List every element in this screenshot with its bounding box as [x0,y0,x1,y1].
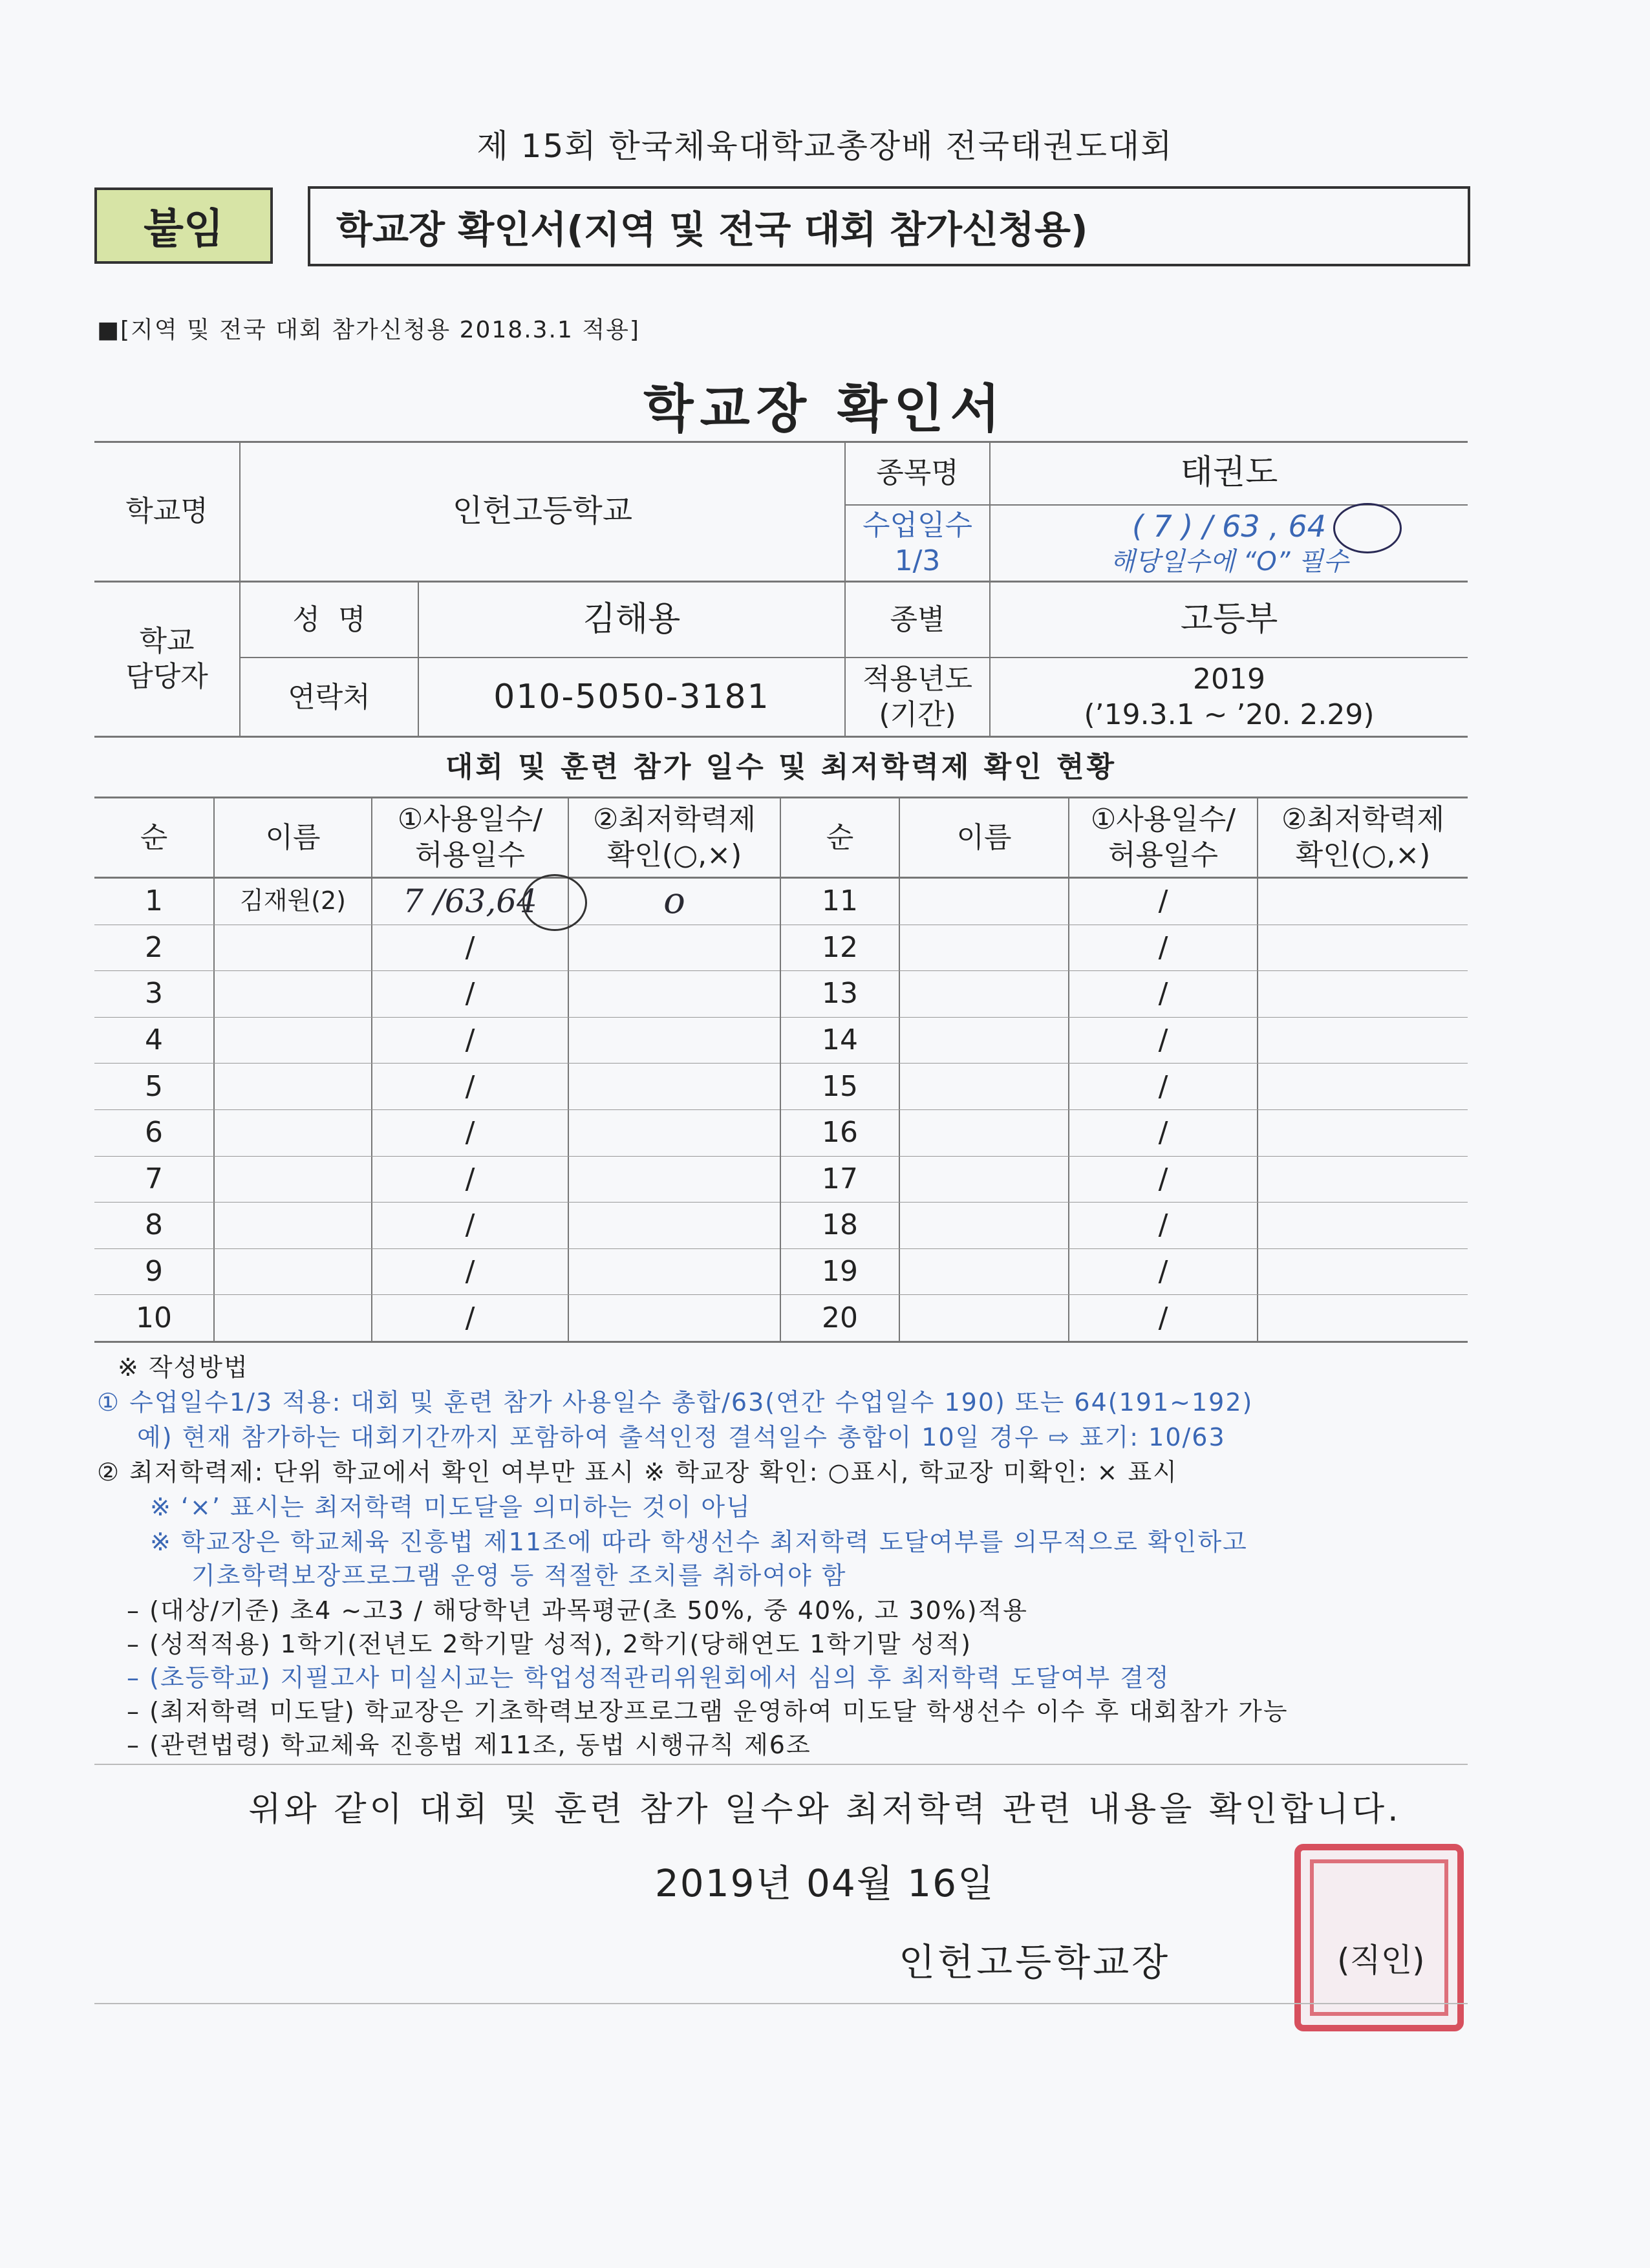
col-days-header-2: 허용일수 [1108,839,1218,872]
cell-days: 7 /63,64 [403,882,537,920]
staff-label-1: 학교 [139,625,195,658]
cell-days: / [1158,1116,1168,1150]
selection-circle [522,874,587,931]
cell-check [1258,878,1468,925]
division: 고등부 [1180,599,1278,639]
cell-no: 14 [822,1023,858,1057]
col-min-header-1: ②최저학력제 [593,803,756,836]
confirmation-text: 위와 같이 대회 및 훈련 참가 일수와 최저학력 관련 내용을 확인합니다. [248,1790,1402,1829]
col-name-header: 이름 [956,820,1012,854]
col-min-header-2: 확인(○,×) [1295,839,1431,872]
sport-label: 종목명 [876,456,959,489]
cell-check: o [663,879,685,922]
cell-no: 10 [136,1301,172,1334]
cell-name [900,1156,1068,1203]
attachment-label: 붙임 [94,187,273,264]
detail-1: – (대상/기준) 초4 ~고3 / 해당학년 과목평균(초 50%, 중 40%, 고 30%)적용 [127,1596,1028,1625]
attendance-title: 대회 및 훈련 참가 일수 및 최저학력제 확인 현황 [445,750,1117,784]
class-days-note: 해당일수에 “O” 필수 [1109,546,1349,577]
cell-check [569,1017,780,1064]
contact-label: 연락처 [288,680,370,714]
col-days-header-1: ①사용일수/ [397,803,543,836]
cell-check [569,1156,780,1203]
divider [94,1341,1468,1343]
form-note: ■[지역 및 전국 대회 참가신청용 2018.3.1 적용] [97,317,640,343]
selection-circle [1333,503,1402,553]
note-2b: ※ ‘×’ 표시는 최저학력 미도달을 의미하는 것이 아님 [150,1493,751,1521]
contact: 010-5050-3181 [493,677,770,716]
cell-no: 11 [822,884,858,918]
class-days-label-2: 1/3 [894,544,941,577]
note-2a: ② 최저학력제: 단위 학교에서 확인 여부만 표시 ※ 학교장 확인: ○표시, 학교장 미확인: × 표시 [97,1458,1178,1486]
cell-days: / [1158,1208,1168,1242]
divider [94,2003,1468,2004]
cell-name [215,1248,371,1295]
cell-check [569,1294,780,1341]
detail-4: – (최저학력 미도달) 학교장은 기초학력보장프로그램 운영하여 미도달 학생선수 이수 후 대회참가 가능 [127,1697,1289,1726]
cell-name [900,1294,1068,1341]
cell-days: / [1158,1162,1168,1195]
col-no-header: 순 [826,820,854,854]
cell-name [215,970,371,1017]
cell-days: / [465,1208,475,1242]
cell-check [1258,970,1468,1017]
cell-name [900,1248,1068,1295]
note-1a: ① 수업일수1/3 적용: 대회 및 훈련 참가 사용일수 총합/63(연간 수업일수 190) 또는 64(191~192) [97,1388,1254,1417]
cell-days: / [465,1069,475,1103]
cell-no: 5 [145,1069,163,1103]
document-title: 학교장 확인서 [643,379,1007,439]
cell-check [569,1202,780,1248]
section-heading: 학교장 확인서(지역 및 전국 대회 참가신청용) [308,186,1470,266]
cell-days: / [465,1301,475,1334]
school-name-label: 학교명 [125,494,208,528]
cell-days: / [1158,884,1168,918]
cell-no: 15 [822,1069,858,1103]
cell-days: / [465,930,475,964]
cell-check [1258,1063,1468,1109]
cell-check [1258,925,1468,971]
cell-days: / [1158,930,1168,964]
cell-name [900,878,1068,925]
note-3b: 기초학력보장프로그램 운영 등 적절한 조치를 취하여야 함 [191,1561,847,1590]
cell-days: / [465,977,475,1011]
divider [94,1764,1468,1765]
cell-no: 8 [145,1208,163,1242]
cell-check [1258,1294,1468,1341]
cell-check [569,1063,780,1109]
cell-name [900,1017,1068,1064]
cell-no: 17 [822,1162,858,1195]
cell-check [1258,1109,1468,1156]
note-3a: ※ 학교장은 학교체육 진흥법 제11조에 따라 학생선수 최저학력 도달여부를 의무적으로 확인하고 [150,1528,1248,1556]
cell-no: 9 [145,1255,163,1289]
cell-no: 4 [145,1023,163,1057]
detail-3: – (초등학교) 지필고사 미실시교는 학업성적관리위원회에서 심의 후 최저학력 도달여부 결정 [127,1664,1170,1692]
col-days-header [372,798,568,877]
cell-no: 2 [145,930,163,964]
cell-no: 3 [145,977,163,1011]
col-days-header-2: 허용일수 [414,839,525,872]
year-label-2: (기간) [879,698,956,731]
cell-days: / [1158,977,1168,1011]
cell-no: 16 [822,1116,858,1150]
class-days-label [846,506,989,581]
principal-name: 인헌고등학교장 [899,1940,1171,1984]
cell-days: / [465,1023,475,1057]
cell-name [900,1063,1068,1109]
cell-check [569,925,780,971]
issue-date: 2019년 04월 16일 [654,1861,996,1905]
class-days-label-1: 수업일수 [862,509,972,542]
year-label [846,658,989,736]
cell-name [900,970,1068,1017]
staff-label-2: 담당자 [125,660,208,693]
cell-days: / [1158,1255,1168,1289]
col-days-header-1: ①사용일수/ [1090,803,1236,836]
cell-days: / [1158,1301,1168,1334]
cell-name [900,925,1068,971]
detail-5: – (관련법령) 학교체육 진흥법 제11조, 동법 시행규칙 제6조 [127,1731,811,1759]
cell-name [215,925,371,971]
cell-name: 김재원(2) [240,886,346,915]
cell-name [215,1063,371,1109]
cell-check [569,970,780,1017]
cell-name [900,1109,1068,1156]
cell-no: 6 [145,1116,163,1150]
cell-name [215,1294,371,1341]
cell-no: 19 [822,1255,858,1289]
cell-no: 1 [145,884,163,918]
school-name: 인헌고등학교 [452,493,633,529]
cell-no: 13 [822,977,858,1011]
staff-label [94,582,239,736]
note-1b: 예) 현재 참가하는 대회기간까지 포함하여 출석인정 결석일수 총합이 10일 경우 ⇨ 표기: 10/63 [137,1423,1226,1451]
col-min-header-2: 확인(○,×) [606,839,742,872]
year-box [991,658,1468,736]
col-min-header-1: ②최저학력제 [1281,803,1444,836]
cell-check [1258,1202,1468,1248]
name-label: 성 명 [292,603,366,636]
cell-no: 7 [145,1162,163,1195]
seal-label: (직인) [1337,1942,1425,1979]
cell-no: 12 [822,930,858,964]
col-no-header: 순 [140,820,168,854]
cell-days: / [465,1255,475,1289]
cell-no: 20 [822,1301,858,1334]
cell-check [569,1109,780,1156]
cell-name [900,1202,1068,1248]
cell-name [215,1202,371,1248]
year: 2019 [1193,663,1265,696]
col-min-header [569,798,780,877]
cell-check [569,1248,780,1295]
sport: 태권도 [1180,453,1278,492]
col-name-header: 이름 [265,820,321,854]
cell-name [215,1156,371,1203]
event-title: 제 15회 한국체육대학교총장배 전국태권도대회 [477,127,1173,165]
cell-days: / [465,1162,475,1195]
year-period: (’19.3.1 ~ ’20. 2.29) [1084,698,1375,731]
cell-days: / [1158,1023,1168,1057]
cell-days: / [465,1116,475,1150]
cell-check [1258,1248,1468,1295]
cell-days: / [1158,1069,1168,1103]
year-label-1: 적용년도 [862,663,972,696]
class-days-value: ( 7 ) / 63 , 64 [1131,509,1327,544]
cell-name [215,1017,371,1064]
col-min-header [1258,798,1468,877]
division-label: 종별 [890,603,945,636]
detail-2: – (성적적용) 1학기(전년도 2학기말 성적), 2학기(당해연도 1학기말 성적) [127,1630,972,1658]
cell-check [1258,1156,1468,1203]
staff-name: 김해용 [583,599,681,639]
col-days-header [1069,798,1257,877]
notes-heading: ※ 작성방법 [118,1353,249,1382]
cell-name [215,1109,371,1156]
cell-check [1258,1017,1468,1064]
cell-no: 18 [822,1208,858,1242]
